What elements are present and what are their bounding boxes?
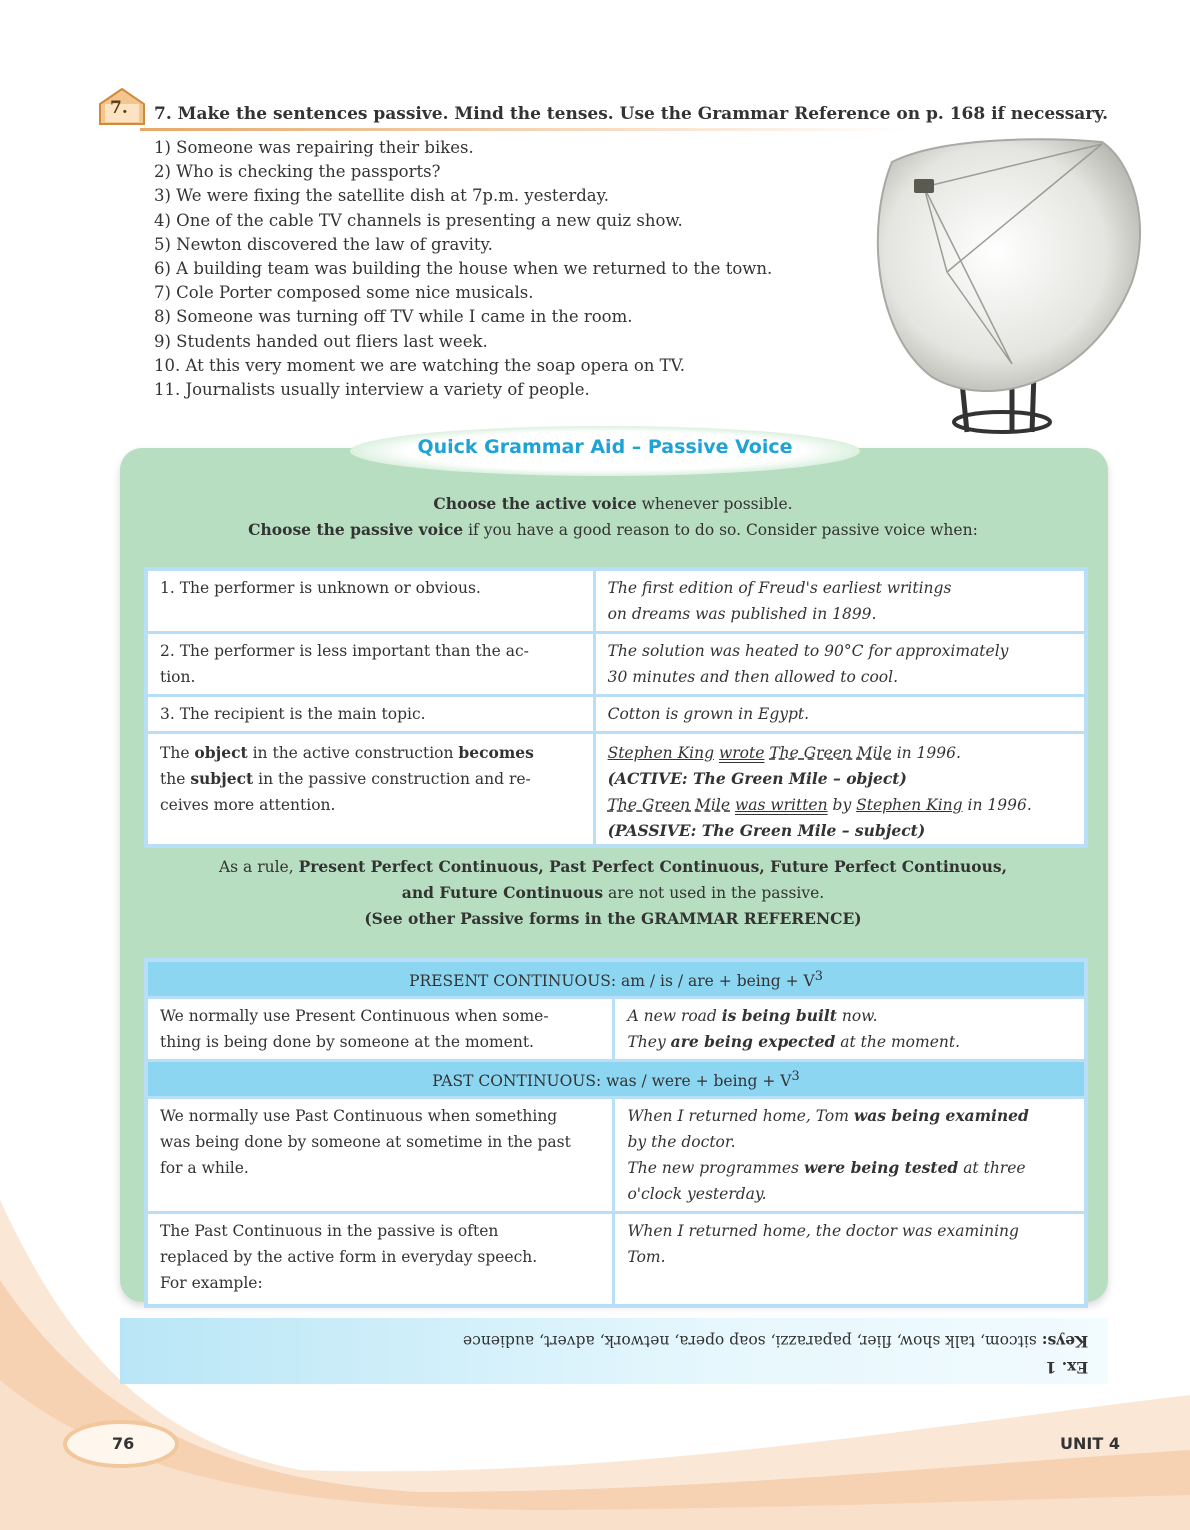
list-item: 1) Someone was repairing their bikes.	[154, 138, 474, 157]
keys-line-ex: Ex. 1	[1045, 1358, 1088, 1377]
sentence-list	[154, 136, 772, 402]
past-continuous-heading: PAST CONTINUOUS: was / were + being + $V^3$	[146, 1061, 1086, 1098]
table-row	[146, 733, 1086, 847]
example-cell: The solution was heated to 90°C for approximately 30 minutes and then allowed to cool.	[594, 633, 1086, 696]
intro-line-1	[140, 491, 1086, 517]
table-row	[146, 998, 1086, 1061]
exercise-title: 7. Make the sentences passive. Mind the tenses. Use the Grammar Reference on p. 168 if necessary.	[154, 104, 1109, 124]
table-row	[146, 1098, 1086, 1213]
answer-keys-text	[463, 1328, 1088, 1380]
unit-label: UNIT 4	[1060, 1434, 1120, 1453]
example-cell: Stephen King wrote The Green Mile in 1996. (ACTIVE: The Green Mile – object) The Green Mile was written by Stephen King in 1996. (PASSIVE: The Green Mile – subject)	[594, 733, 1086, 847]
rule-cell: 2. The performer is less important than the ac- tion.	[146, 633, 594, 696]
intro-text: if you have a good reason to do so. Consider passive voice when:	[463, 521, 978, 539]
exercise-underline	[140, 128, 910, 131]
grammar-title: Quick Grammar Aid – Passive Voice	[417, 436, 793, 458]
keys-line-words: Keys: sitcom, talk show, flier, paparazzi, soap opera, network, advert, audience	[462, 1332, 1088, 1351]
table-row	[146, 696, 1086, 733]
list-item: 4) One of the cable TV channels is presenting a new quiz show.	[154, 210, 683, 230]
page-number: 76	[112, 1434, 135, 1453]
list-item: 6) A building team was building the house when we returned to the town.	[154, 259, 773, 279]
list-item: 10. At this very moment we are watching the soap opera on TV.	[154, 355, 685, 375]
exercise-header	[96, 86, 1116, 130]
table-row	[146, 633, 1086, 696]
continuous-passive-table	[144, 958, 1088, 1308]
example-cell: Cotton is grown in Egypt.	[594, 696, 1086, 733]
present-continuous-heading: PRESENT CONTINUOUS: am / is / are + being + $V^3$	[146, 960, 1086, 998]
list-item: 3) We were fixing the satellite dish at 7p.m. yesterday.	[154, 186, 609, 206]
intro-text: whenever possible.	[636, 495, 793, 513]
intro-bold: Choose the passive voice	[248, 520, 464, 539]
rule-cell: 1. The performer is unknown or obvious.	[146, 569, 594, 633]
example-cell: The first edition of Freud's earliest writings on dreams was published in 1899.	[594, 569, 1086, 633]
intro-bold: Choose the active voice	[433, 494, 637, 513]
list-item: 2) Who is checking the passports?	[154, 162, 441, 182]
rule-cell: The Past Continuous in the passive is often replaced by the active form in everyday speech. For example:	[146, 1213, 614, 1307]
list-item: 7) Cole Porter composed some nice musicals.	[154, 283, 534, 303]
satellite-dish-image	[862, 132, 1152, 436]
example-cell: When I returned home, Tom was being examined by the doctor. The new programmes were being tested at three o'clock yesterday.	[614, 1098, 1086, 1213]
table-row	[146, 1213, 1086, 1307]
answer-keys-strip	[120, 1318, 1108, 1384]
intro-line-2	[140, 517, 1086, 543]
list-item: 5) Newton discovered the law of gravity.	[154, 234, 493, 254]
list-item: 8) Someone was turning off TV while I came in the room.	[154, 307, 633, 327]
list-item: 9) Students handed out fliers last week.	[154, 331, 488, 351]
example-cell: When I returned home, the doctor was examining Tom.	[614, 1213, 1086, 1307]
table-header-band	[146, 960, 1086, 998]
rule-cell: The object in the active construction becomes the subject in the passive construction and re- ceives more attention.	[146, 733, 594, 847]
list-item: 11. Journalists usually interview a variety of people.	[154, 380, 590, 400]
continuous-rule: As a rule, Present Perfect Continuous, Past Perfect Continuous, Future Perfect Continuous, and Future Continuous are not used in the passive. (See other Passive forms in the GRAMMAR REFERENCE)	[218, 857, 1008, 928]
exercise-number: 7.	[110, 98, 128, 118]
rule-cell: We normally use Past Continuous when something was being done by someone at sometime in the past for a while.	[146, 1098, 614, 1213]
rule-cell: 3. The recipient is the main topic.	[146, 696, 594, 733]
rule-cell: We normally use Present Continuous when some- thing is being done by someone at the moment.	[146, 998, 614, 1061]
example-cell: A new road is being built now. They are being expected at the moment.	[614, 998, 1086, 1061]
passive-usage-table	[144, 567, 1088, 848]
table-row	[146, 569, 1086, 633]
table-header-band	[146, 1061, 1086, 1098]
